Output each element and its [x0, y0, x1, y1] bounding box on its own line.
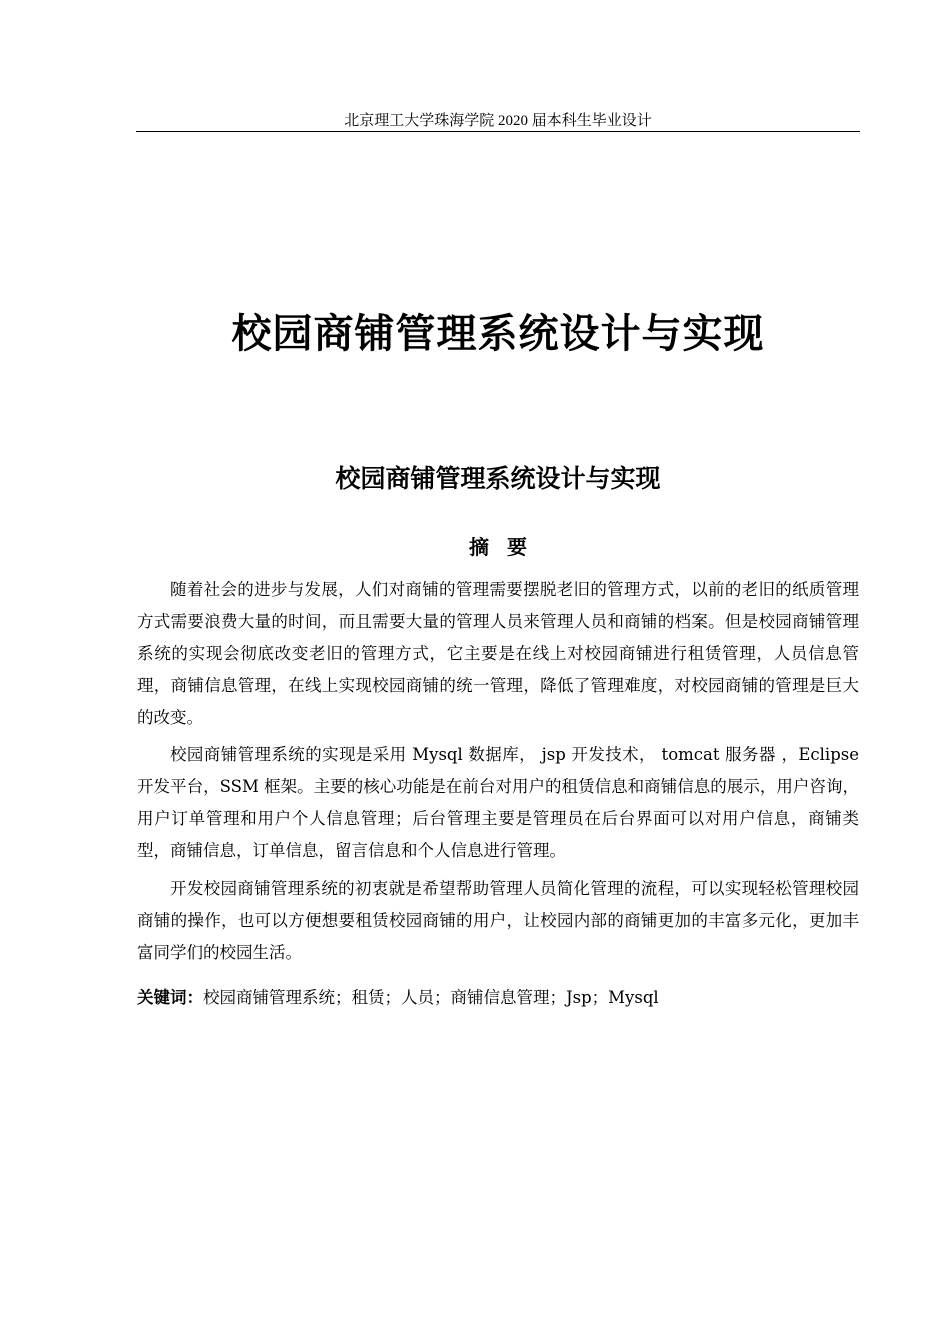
- abstract-paragraph-2: 校园商铺管理系统的实现是采用 Mysql 数据库， jsp 开发技术， tomcat 服务器 ，Eclipse 开发平台，SSM 框架。主要的核心功能是在前台对用户的租赁信息和商铺信息的展示，用户咨询，用户订单管理和用户个人信息管理；后台管理主要是管理员在后台界面可以对用户信息，商铺类型，商铺信息，订单信息，留言信息和个人信息进行管理。: [137, 745, 859, 860]
- keywords-line: [137, 982, 859, 1014]
- abstract-heading: 摘要: [469, 535, 545, 559]
- keywords-list: 校园商铺管理系统；租赁；人员；商铺信息管理；Jsp；Mysql: [203, 988, 659, 1007]
- main-title: 校园商铺管理系统设计与实现: [231, 311, 765, 357]
- abstract-paragraph-1: 随着社会的进步与发展，人们对商铺的管理需要摆脱老旧的管理方式，以前的老旧的纸质管理方式需要浪费大量的时间，而且需要大量的管理人员来管理人员和商铺的档案。但是校园商铺管理系统的实现会彻底改变老旧的管理方式，它主要是在线上对校园商铺进行租赁管理，人员信息管理，商铺信息管理，在线上实现校园商铺的统一管理，降低了管理难度，对校园商铺的管理是巨大的改变。: [137, 580, 859, 727]
- keywords-label: 关键词：: [137, 988, 203, 1007]
- running-header: 北京理工大学珠海学院 2020 届本科生毕业设计: [344, 113, 652, 129]
- header-rule: [136, 131, 860, 132]
- abstract-paragraph-3: 开发校园商铺管理系统的初衷就是希望帮助管理人员简化管理的流程，可以实现轻松管理校园商铺的操作，也可以方便想要租赁校园商铺的用户，让校园内部的商铺更加的丰富多元化，更加丰富同学们的校园生活。: [137, 879, 859, 962]
- abstract-title: 校园商铺管理系统设计与实现: [335, 464, 661, 493]
